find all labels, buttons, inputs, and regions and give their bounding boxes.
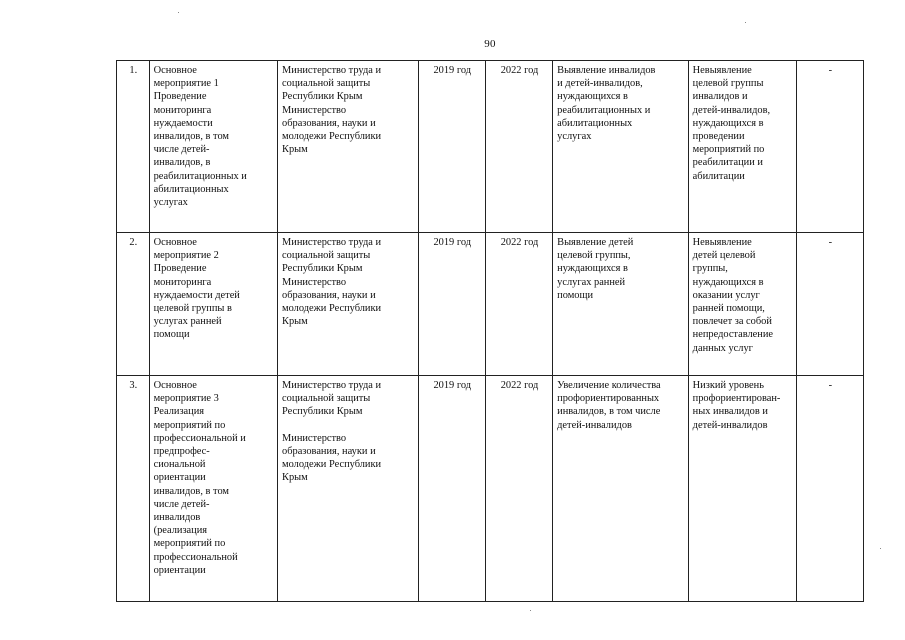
text-line: Основное [153, 380, 197, 391]
event-name-cell [149, 233, 277, 376]
text-line: инвалидов, в том [153, 485, 230, 497]
text-line: предпрофес- [153, 446, 210, 458]
text-line: мероприятие 3 [153, 393, 219, 405]
text-line: нуждающихся в [557, 263, 628, 275]
link-cell: - [796, 376, 863, 602]
text-line: данных услуг [692, 342, 753, 354]
text-line: профориентированных [557, 393, 660, 405]
text-line: профессиональной [153, 551, 238, 563]
paragraph-gap [282, 419, 415, 432]
text-line: целевой группы, [557, 250, 631, 262]
text-line: абилитации [692, 170, 745, 182]
start-year-cell: 2019 год [418, 233, 485, 376]
text-line: целевой группы в [153, 303, 232, 315]
scan-speck [745, 22, 746, 23]
page-number: 90 [484, 38, 496, 50]
table-row [117, 376, 864, 602]
text-line: нуждающихся в [557, 91, 628, 103]
text-line: Низкий уровень [692, 380, 764, 391]
text-line: нуждаемости [153, 117, 213, 129]
text-line: социальной защиты [282, 78, 371, 90]
expected-result-cell [553, 61, 689, 233]
end-year-cell: 2022 год [485, 61, 552, 233]
table-row [117, 233, 864, 376]
text-line: реабилитации и [692, 157, 763, 169]
scan-speck [530, 610, 531, 611]
link-cell: - [796, 233, 863, 376]
text-line: Республики Крым [282, 91, 363, 103]
text-line: Проведение [153, 91, 207, 103]
text-line: Проведение [153, 263, 207, 275]
text-line: услугах [557, 131, 592, 143]
text-line: и детей-инвалидов, [557, 78, 643, 90]
text-line: инвалидов [153, 512, 201, 524]
text-line: Министерство [282, 432, 347, 444]
text-line: Основное [153, 65, 197, 76]
text-line: Реализация [153, 406, 205, 418]
text-line: Выявление детей [557, 237, 634, 248]
text-line: Увеличение количества [557, 380, 661, 391]
text-line: услугах ранней [153, 316, 222, 328]
text-line: ранней помощи, [692, 303, 765, 315]
text-line: мероприятие 2 [153, 250, 219, 262]
start-year-cell: 2019 год [418, 61, 485, 233]
text-line: реабилитационных и [153, 170, 247, 182]
text-line: молодежи Республики [282, 459, 382, 471]
text-line: реабилитационных и [557, 104, 651, 116]
end-year-cell: 2022 год [485, 376, 552, 602]
text-line: молодежи Республики [282, 131, 382, 143]
expected-result-cell [553, 233, 689, 376]
text-line: образования, науки и [282, 445, 376, 457]
text-line: повлечет за собой [692, 316, 772, 328]
text-line: непредоставление [692, 329, 774, 341]
text-line: Республики Крым [282, 406, 363, 418]
text-line: Выявление инвалидов [557, 65, 656, 76]
event-name-cell [149, 61, 277, 233]
text-line: целевой группы [692, 78, 764, 90]
text-line: мониторинга [153, 104, 212, 116]
consequence-cell [688, 376, 796, 602]
text-line: ориентации [153, 472, 206, 484]
end-year-cell: 2022 год [485, 233, 552, 376]
executor-cell [278, 376, 419, 602]
text-line: числе детей- [153, 498, 210, 510]
text-line: профориентирован- [692, 393, 781, 405]
text-line: (реализация [153, 525, 208, 537]
text-line: детей-инвалидов, [692, 104, 771, 116]
executor-cell [278, 233, 419, 376]
text-line: детей-инвалидов [557, 419, 632, 431]
text-line: ных инвалидов и [692, 406, 768, 418]
text-line: Крым [282, 316, 308, 328]
text-line: Невыявление [692, 237, 752, 248]
text-line: абилитационных [153, 183, 229, 195]
event-name-cell [149, 376, 277, 602]
text-line: помощи [153, 329, 190, 341]
text-line: нуждаемости детей [153, 289, 240, 301]
text-line: числе детей- [153, 144, 210, 156]
text-line: Невыявление [692, 65, 752, 76]
link-cell: - [796, 61, 863, 233]
text-line: ориентации [153, 564, 206, 576]
activities-table [116, 60, 864, 602]
text-line: помощи [557, 289, 594, 301]
text-line: Республики Крым [282, 263, 363, 275]
scan-speck [880, 548, 881, 549]
text-line: детей-инвалидов [692, 419, 768, 431]
text-line: инвалидов, в [153, 157, 211, 169]
text-line: сиональной [153, 459, 206, 471]
text-line: оказании услуг [692, 289, 760, 301]
text-line: мероприятий по [692, 144, 765, 156]
text-line: нуждающихся в [692, 117, 764, 129]
text-line: образования, науки и [282, 117, 376, 129]
text-line: нуждающихся в [692, 276, 764, 288]
text-line: Министерство труда и [282, 65, 381, 76]
text-line: молодежи Республики [282, 303, 382, 315]
text-line: профессиональной и [153, 432, 246, 444]
text-line: Министерство труда и [282, 380, 381, 391]
row-number: 2. [117, 233, 150, 376]
text-line: Министерство труда и [282, 237, 381, 248]
text-line: мероприятий по [153, 538, 226, 550]
consequence-cell [688, 61, 796, 233]
expected-result-cell [553, 376, 689, 602]
text-line: социальной защиты [282, 250, 371, 262]
text-line: Основное [153, 237, 197, 248]
table-row [117, 61, 864, 233]
executor-cell [278, 61, 419, 233]
text-line: Министерство [282, 104, 347, 116]
text-line: мониторинга [153, 276, 212, 288]
text-line: инвалидов, в том числе [557, 406, 661, 418]
start-year-cell: 2019 год [418, 376, 485, 602]
text-line: Министерство [282, 276, 347, 288]
text-line: образования, науки и [282, 289, 376, 301]
text-line: услугах [153, 197, 188, 209]
row-number: 1. [117, 61, 150, 233]
text-line: группы, [692, 263, 728, 275]
text-line: социальной защиты [282, 393, 371, 405]
consequence-cell [688, 233, 796, 376]
scan-speck [178, 12, 179, 13]
text-line: Крым [282, 144, 308, 156]
text-line: проведении [692, 131, 745, 143]
text-line: мероприятий по [153, 419, 226, 431]
text-line: абилитационных [557, 117, 633, 129]
text-line: мероприятие 1 [153, 78, 219, 90]
text-line: детей целевой [692, 250, 756, 262]
row-number: 3. [117, 376, 150, 602]
text-line: услугах ранней [557, 276, 626, 288]
text-line: инвалидов и [692, 91, 748, 103]
text-line: Крым [282, 472, 308, 484]
text-line: инвалидов, в том [153, 131, 230, 143]
